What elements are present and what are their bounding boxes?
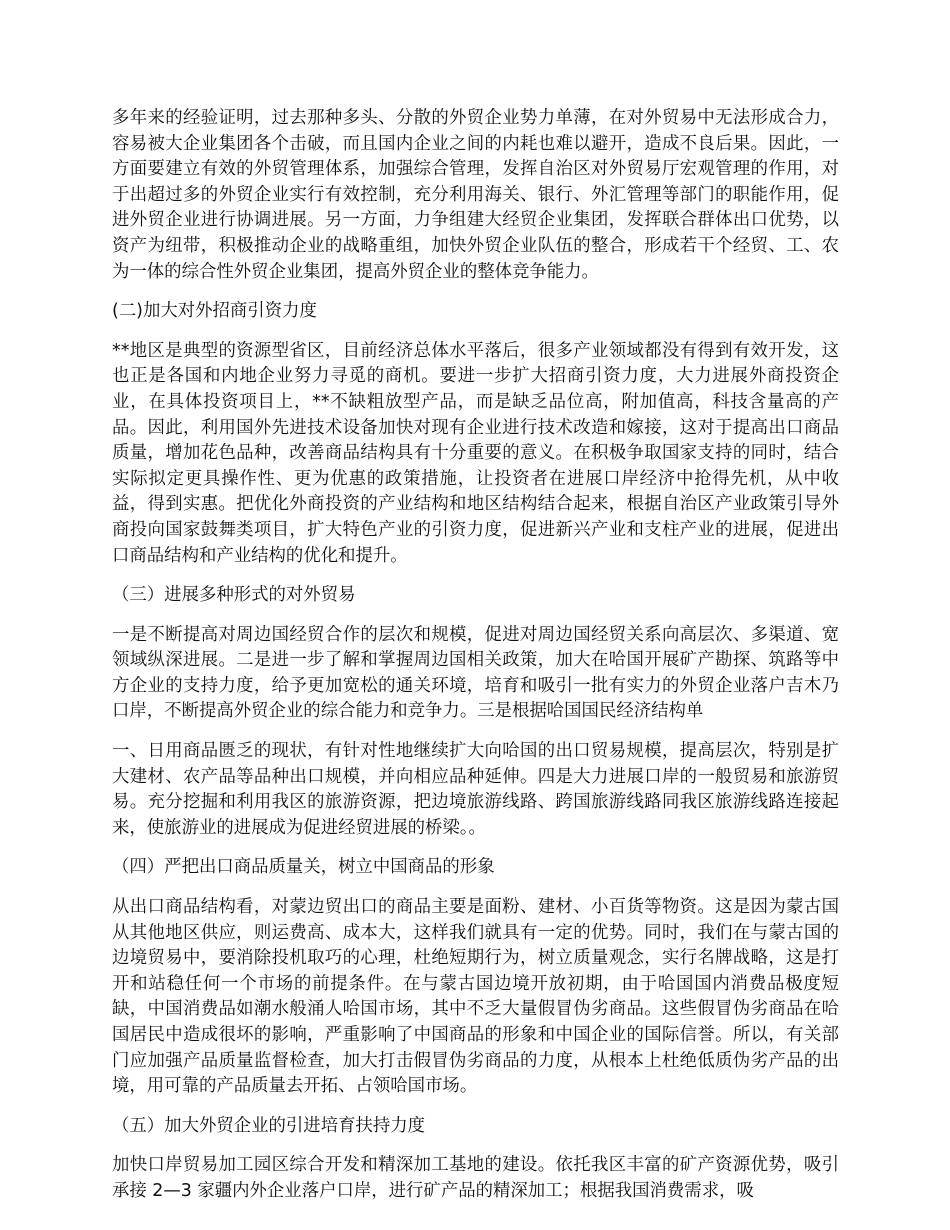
paragraph-enterprise-groups: 多年来的经验证明，过去那种多头、分散的外贸企业势力单薄，在对外贸易中无法形成合力，容易被大企业集团各个击破，而且国内企业之间的内耗也难以避开，造成不良后果。因此，一方面要建立有效的外贸管理体系，加强综合管理，发挥自治区对外贸易厅宏观管理的作用，对于出超过多的外贸企业实行有效控制，充分利用海关、银行、外汇管理等部门的职能作用，促进外贸企业进行协调进展。另一方面，力争组建大经贸企业集团，发挥联合群体出口优势，以资产为纽带，积极推动企业的战略重组，加快外贸企业队伍的整合，形成若干个经贸、工、农为一体的综合性外贸企业集团，提高外贸企业的整体竞争能力。 (112, 108, 839, 282)
section-heading-investment: (二)加大对外招商引资力度 (112, 301, 317, 322)
section-heading-enterprise-support: （五）加大外贸企业的引进培育扶持力度 (112, 1115, 426, 1136)
section-heading-quality: （四）严把出口商品质量关，树立中国商品的形象 (112, 857, 495, 878)
paragraph-daily-goods: 一、日用商品匮乏的现状，有针对性地继续扩大向哈国的出口贸易规模，提高层次，特别是扩大建材、农产品等品种出口规模，并向相应品种延伸。四是大力进展口岸的一般贸易和旅游贸易。充分挖掘和利用我区的旅游资源，把边境旅游线路、跨国旅游线路同我区旅游线路连接起来，使旅游业的进展成为促进经贸进展的桥梁。。 (112, 741, 839, 838)
paragraph-investment: **地区是典型的资源型省区，目前经济总体水平落后，很多产业领域都没有得到有效开发，这也正是各国和内地企业努力寻觅的商机。要进一步扩大招商引资力度，大力进展外商投资企业，在具体投资项目上，**不缺粗放型产品，而是缺乏品位高，附加值高，科技含量高的产品。因此，利用国外先进技术设备加快对现有企业进行技术改造和嫁接，这对于提高出口商品质量，增加花色品种，改善商品结构具有十分重要的意义。在积极争取国家支持的同时，结合实际拟定更具操作性、更为优惠的政策措施，让投资者在进展口岸经济中抢得先机，从中收益，得到实惠。把优化外商投资的产业结构和地区结构结合起来，根据自治区产业政策引导外商投向国家鼓舞类项目，扩大特色产业的引资力度，促进新兴产业和支柱产业的进展，促进出口商品结构和产业结构的优化和提升。 (112, 340, 839, 566)
paragraph-enterprise-support: 加快口岸贸易加工园区综合开发和精深加工基地的建设。依托我区丰富的矿产资源优势，吸引承接 2—3 家疆内外企业落户口岸，进行矿产品的精深加工；根据我国消费需求，吸 (112, 1155, 839, 1201)
paragraph-quality: 从出口商品结构看，对蒙边贸出口的商品主要是面粉、建材、小百货等物资。这是因为蒙古国从其他地区供应，则运费高、成本大，这样我们就具有一定的优势。同时，我们在与蒙古国的边境贸易中，要消除投机取巧的心理，杜绝短期行为，树立质量观念，实行名牌战略，这是打开和站稳任何一个市场的前提条件。在与蒙古国边境开放初期，由于哈国国内消费品极度短缺，中国消费品如潮水般涌人哈国市场，其中不乏大量假冒伪劣商品。这些假冒伪劣商品在哈国居民中造成很坏的影响，严重影响了中国商品的形象和中国企业的国际信誉。所以，有关部门应加强产品质量监督检查，加大打击假冒伪劣商品的力度，从根本上杜绝低质伪劣产品的出境，用可靠的产品质量去开拓、占领哈国市场。 (112, 897, 839, 1097)
paragraph-trade-forms: 一是不断提高对周边国经贸合作的层次和规模，促进对周边国经贸关系向高层次、多渠道、宽领域纵深进展。二是进一步了解和掌握周边国相关政策，加大在哈国开展矿产勘探、筑路等中方企业的支持力度，给予更加宽松的通关环境，培育和吸引一批有实力的外贸企业落户吉木乃口岸，不断提高外贸企业的综合能力和竞争力。三是根据哈国国民经济结构单 (112, 624, 839, 722)
document-page (112, 106, 839, 1219)
section-heading-trade-forms: （三）进展多种形式的对外贸易 (112, 585, 356, 606)
